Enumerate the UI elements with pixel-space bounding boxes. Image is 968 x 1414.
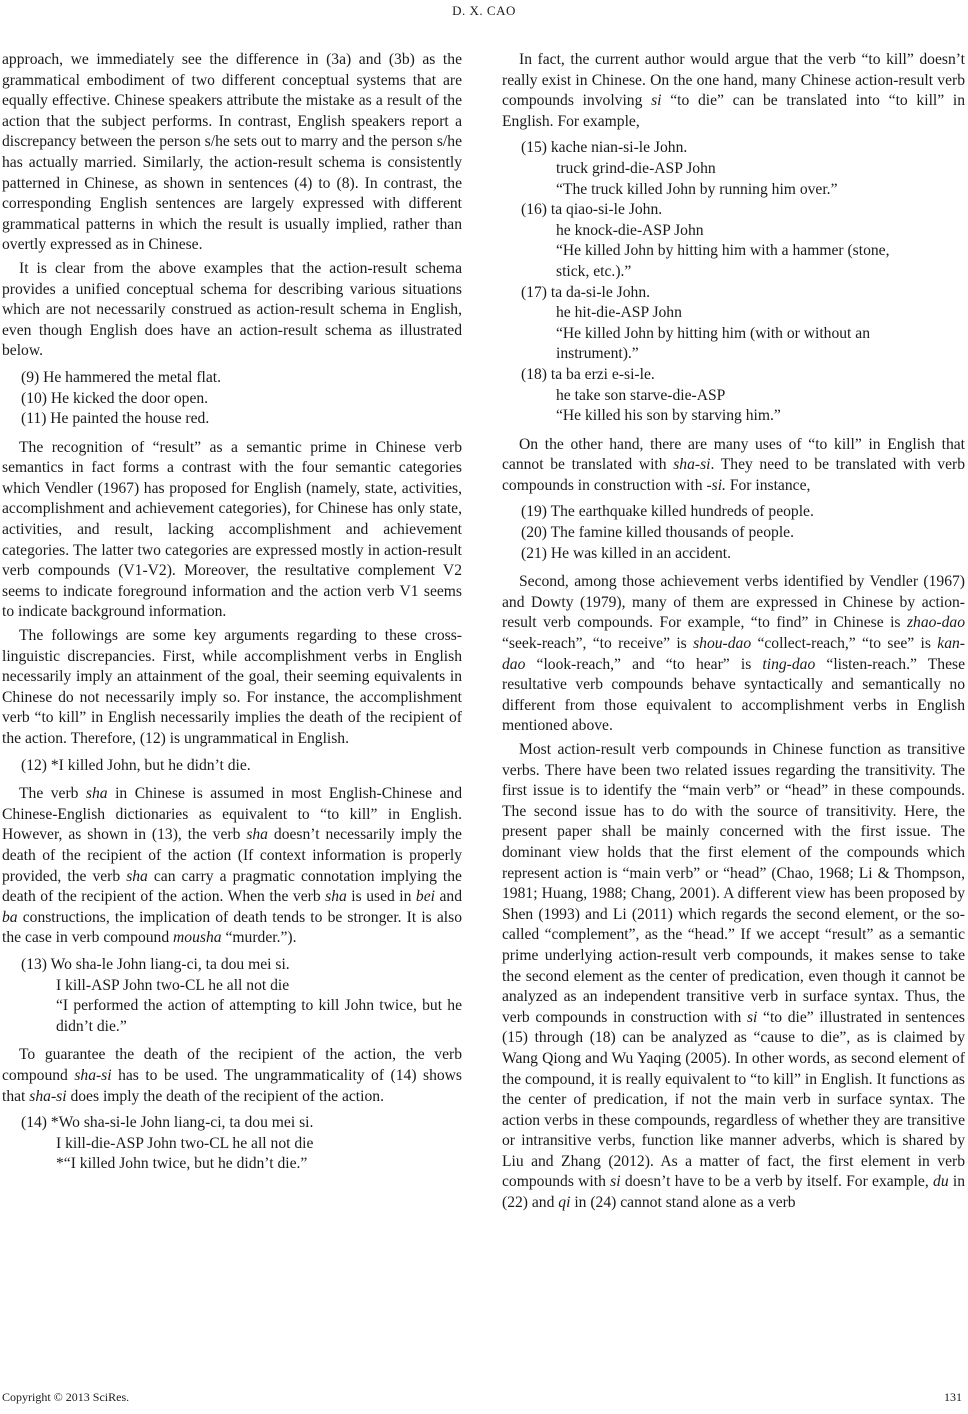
running-head: D. X. CAO — [452, 3, 516, 18]
example-14: (14) *Wo sha-si-le John liang-ci, ta dou mei si. — [21, 1114, 314, 1132]
paragraph: To guarantee the death of the recipient of the action, the verb compound sha-si has to be used. The ungrammaticality of (14) shows that sha-si does imply the death of the recipient of the action. — [2, 1046, 462, 1105]
example-group — [21, 756, 462, 777]
example-group — [21, 368, 462, 430]
example-gloss: he hit-die-ASP John — [556, 304, 682, 322]
copyright-notice: Copyright © 2013 SciRes. — [2, 1390, 130, 1404]
example-12: (12) *I killed John, but he didn’t die. — [21, 756, 251, 774]
paragraph: approach, we immediately see the difference in (3a) and (3b) as the grammatical embodiment of two different conceptual systems that are equally effective. Chinese speakers attribute the mistake as a result of the action that the subject performs. In contrast, English speakers report a discrepancy between the person s/he sets out to marry and the person s/he has actually married. Similarly, the action-result schema is consistently patterned in Chinese, as shown in sentences (4) to (8). In contrast, the corresponding English sentences are largely expressed with different grammatical patterns in which the result is usually implied, rather than overtly expressed as in Chinese. — [2, 51, 462, 254]
paragraph: On the other hand, there are many uses of “to kill” in English that cannot be translated with sha-si. They need to be translated with verb compounds in construction with -si. For instance, — [502, 435, 966, 494]
example-17: (17) ta da-si-le John. — [521, 283, 651, 301]
example-9: (9) He hammered the metal flat. — [21, 368, 222, 386]
paragraph: It is clear from the above examples that the action-result schema provides a unified conceptual schema for describing various situations which are not necessarily construed as action-result schema in English, even though English does have an action-result schema as illustrated below. — [2, 259, 462, 360]
example-translation: “He killed John by hitting him (with or without an — [556, 324, 871, 342]
example-group — [21, 955, 462, 1037]
example-translation: “He killed his son by starving him.” — [556, 407, 781, 425]
example-16: (16) ta qiao-si-le John. — [521, 201, 663, 219]
example-20: (20) The famine killed thousands of people. — [521, 524, 794, 542]
right-column — [502, 50, 965, 1217]
example-group — [521, 502, 965, 564]
example-18: (18) ta ba erzi e-si-le. — [521, 365, 655, 383]
example-11: (11) He painted the house red. — [21, 410, 210, 428]
example-translation: “The truck killed John by running him over.” — [556, 180, 838, 198]
example-10: (10) He kicked the door open. — [21, 389, 209, 407]
example-gloss: he take son starve-die-ASP — [556, 386, 726, 404]
paragraph: In fact, the current author would argue that the verb “to kill” doesn’t really exist in Chinese. On the one hand, many Chinese action-result verb compounds involving si “to die” can be translated into “to kill” in English. For example, — [502, 51, 965, 130]
left-column — [2, 50, 462, 1183]
paragraph: The recognition of “result” as a semantic prime in Chinese verb semantics in fact forms a contrast with the four semantic categories which Vendler (1967) has proposed for English (namely, state, activities, accomplishment and achievement categories), for Chinese has only state, activities, and result, lacking accomplishment and achievement categories. The latter two categories are expressed mostly in action-result verb compounds (V1-V2). Moreover, the resultative complement V2 seems to indicate foreground information and the action verb V1 seems to indicate background information. — [2, 438, 462, 621]
paragraph: Second, among those achievement verbs identified by Vendler (1967) and Dowty (1979), many of them are expressed in Chinese by action-result verb compounds. For example, “to find” in Chinese is zhao-dao “seek-reach”, “to receive” is shou-dao “collect-reach,” “to see” is kan-dao “look-reach,” and “to hear” is ting-dao “listen-reach.” These resultative verb compounds behave syntactically and semantically no different from those equivalent to accomplishment verbs in English mentioned above. — [502, 573, 965, 735]
example-15: (15) kache nian-si-le John. — [521, 139, 688, 157]
paragraph: Most action-result verb compounds in Chinese function as transitive verbs. There have been two related issues regarding the transitivity. The first issue is to identify the “main verb” or “head” in these compounds. The second issue has to do with the source of transitivity. Here, the present paper shall be mainly concerned with the first issue. The dominant view holds that the first element of the compounds which represent action is “main verb” or “head” (Chao, 1968; Li & Thompson, 1981; Huang, 1988; Chang, 2001). A different view has been proposed by Shen (1993) and Li (2011) which regards the second element, or the so-called “complement”, as the “head.” If we accept “result” as a semantic prime underlying action-result verb compounds, it makes sense to take the second element as the center of predication, even though it cannot be analyzed as an independent transitive verb in surface syntax. Thus, the verb compounds in construction with si “to die” illustrated in sentences (15) through (18) can be analyzed as “cause to die”, as is claimed by Wang Qiong and Wu Yaqing (2005). In other words, as second element of the compound, it is really equivalent to “to kill” in English. It functions as the center of predication, if not the main verb in surface syntax. The action verbs in these compounds, regardless of whether they are transitive or intransitive verbs, function like manner adverbs, which is shared by Liu and Zhang (2012). As a matter of fact, the first element in verb compounds with si doesn’t have to be a verb by itself. For example, du in (22) and qi in (24) cannot stand alone as a verb — [502, 741, 965, 1212]
paragraph: The verb sha in Chinese is assumed in most English-Chinese and Chinese-English dictionaries as equivalent to “to kill” in English. However, as shown in (13), the verb sha doesn’t necessarily imply the death of the recipient of the action (If context information is properly provided, the verb sha can carry a pragmatic connotation implying the death of the recipient of the action. When the verb sha is used in bei and ba constructions, the implication of death tends to be stronger. It is also the case in verb compound mousha “murder.”). — [2, 785, 462, 947]
example-gloss: truck grind-die-ASP John — [556, 159, 716, 177]
example-gloss: he knock-die-ASP John — [556, 221, 704, 239]
page-number: 131 — [944, 1390, 962, 1404]
example-group — [21, 1113, 462, 1175]
example-gloss: I kill-ASP John two-CL he all not die — [56, 976, 290, 994]
example-group — [521, 138, 965, 426]
example-translation: “He killed John by hitting him with a hammer (stone, — [556, 242, 890, 260]
example-21: (21) He was killed in an accident. — [521, 544, 732, 562]
paragraph: The followings are some key arguments regarding to these cross-linguistic discrepancies. First, while accomplishment verbs in English necessarily imply an attainment of the goal, their seeming equivalents in Chinese do not necessarily imply so. For instance, the accomplishment verb “to kill” in English necessarily implies the death of the recipient of the action. Therefore, (12) is ungrammatical in English. — [2, 627, 462, 747]
example-translation: instrument).” — [556, 345, 639, 363]
example-13: (13) Wo sha-le John liang-ci, ta dou mei si. — [21, 955, 290, 973]
example-translation: *“I killed John twice, but he didn’t die.” — [56, 1155, 308, 1173]
example-19: (19) The earthquake killed hundreds of people. — [521, 503, 814, 521]
example-translation: stick, etc.).” — [556, 262, 632, 280]
example-translation: “I performed the action of attempting to kill John twice, but he didn’t die.” — [56, 997, 462, 1035]
example-gloss: I kill-die-ASP John two-CL he all not die — [56, 1134, 314, 1152]
